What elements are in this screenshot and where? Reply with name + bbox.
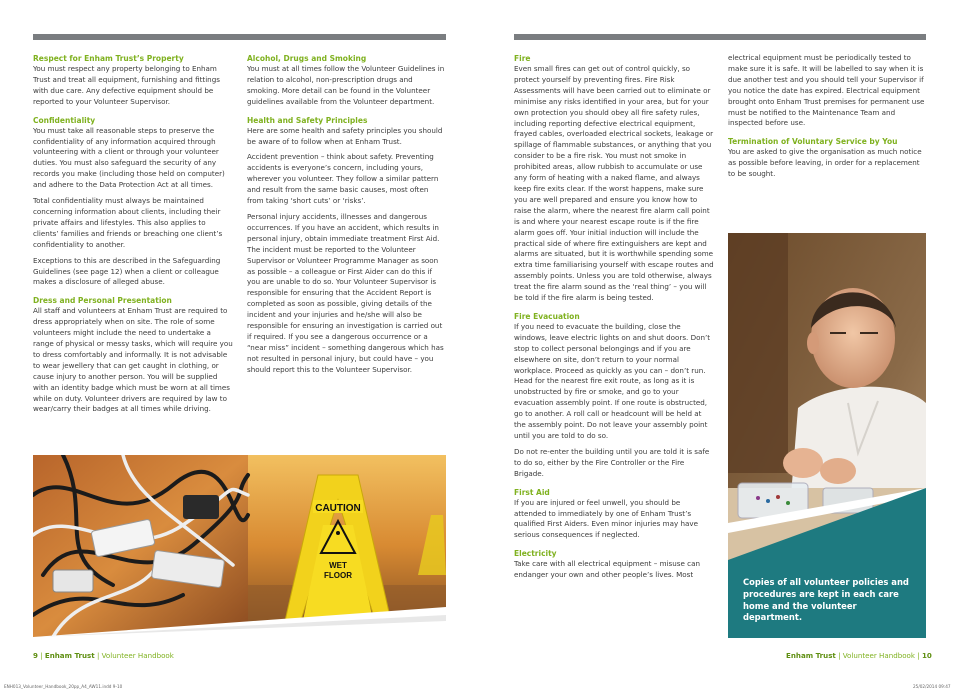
section-heading: Confidentiality [33,115,96,125]
section-termination [728,136,928,180]
section-dress [33,295,233,415]
right-page [480,0,960,693]
section-heading: Fire [514,54,531,63]
paragraph: Here are some health and safety principles you should be aware of to follow when at Enham Trust. [247,125,443,146]
section-heading: Health and Safety Principles [247,115,368,125]
section-heading: Dress and Personal Presentation [33,296,172,306]
paragraph: You must at all times follow the Volunteer Guidelines in relation to alcohol, non-prescription drugs and smoking. More detail can be found in the Volunteer guidelines available from the Volunteer department. [247,64,445,106]
paragraph: Personal injury accidents, illnesses and dangerous occurrences. If you have an accident, which results in personal injury, obtain immediate treatment First Aid. The incident must be reported to the Volunteer Supervisor or Volunteer Programme Manager as soon as possible – a colleague or First Aider can do this if you are unable to do so. Your Volunteer Supervisor is responsible for ensuring that the Accident Report is completed as soon as possible, giving details of the incident and your injuries and he/she will also be responsible for ensuring an investigation is carried out if required. If you see a dangerous occurrence or a “near miss” incident – something dangerous which has not resulted in personal injury, but could have – you should report this to the Volunteer Supervisor. [247,211,444,374]
paragraph: You are asked to give the organisation as much notice as possible before leaving, in order for a replacement to be sought. [728,147,922,179]
paragraph: Exceptions to this are described in the Safeguarding Guidelines (see page 12) when a client or colleague makes a disclosure of alleged abuse. [33,255,221,287]
sign-wet-text: WET [329,561,347,570]
sign-caution-text: CAUTION [315,503,361,514]
paragraph: Accident prevention – think about safety. Preventing accidents is everyone’s concern, including yours, wherever you volunteer. They follow a similar pattern and result from the same basic causes, most often from taking ‘short cuts’ or ‘risks’. [247,152,439,206]
paragraph: If you need to evacuate the building, close the windows, leave electric lights on and shut doors. Don’t stop to collect personal belongings and if you are elsewhere on site, don’t return to your normal workplace. Proceed as quickly as you can – don’t run. Head for the nearest fire exit route, as long as it is unobstructed by fire or smoke, and go to your evacuation assembly point. If one route is obstructed, go to another. A roll call or headcount will be held at the assembly point. Do not leave your assembly point until you are told to do so. [514,321,711,440]
paragraph: Take care with all electrical equipment – misuse can endanger your own and other people’s lives. Most [514,559,700,580]
left-column-2 [247,53,447,383]
paragraph: If you are injured or feel unwell, you should be attended to immediately by one of Enham Trust’s qualified First Aiders. Even minor injuries may have serious consequences if neglected. [514,497,699,540]
paragraph: Total confidentiality must always be maintained concerning information about clients, including their private affairs and lifestyles. This also applies to clients’ families and friends or breaching one client’s confidentiality to another. [33,196,223,249]
section-heading: Respect for Enham Trust’s Property [33,54,184,63]
right-column-1 [514,53,714,588]
page-number: 10 [921,651,932,660]
footer-separator: | [917,651,922,660]
callout-text: Copies of all volunteer policies and procedures are kept in each care home and the volunteer department. [743,577,909,623]
paragraph: Even small fires can get out of control quickly, so protect yourself by preventing fires. Fire Risk Assessments will have been carried out to eliminate or minimise any risks identified in your area, but for your own protection you should obey all fire safety rules, including reporting defective electrical equipment, frayed cables, overloaded electrical sockets, leakage or spillage of flammable substances, or anything that you consider to be a fire risk. You must not smoke in prohibited areas, allow rubbish to accumulate or use any form of heating with a naked flame, and always keep fire exits clear. If the worst happens, make sure you are well prepared and ensure you know how to raise the alarm, where the nearest fire alarm call point is and where your nearest escape route is if the fire alarm goes off. Your initial induction will include the practical side of where fire extinguishers are kept and alarms are situated, but it is worthwhile spending some extra time familiarising yourself with escape routes and assembly points. Unless you are told otherwise, always treat the fire alarm sound as the ‘real thing’ – you will be told if the fire alarm is being tested. [514,64,714,303]
sign-floor-text: FLOOR [324,571,352,580]
left-column-1 [33,53,233,422]
section-property [33,53,233,108]
paragraph: electrical equipment must be periodically tested to make sure it is safe. It will be labelled to say when it is due another test and you should tell your Supervisor if you notice the date has expired. Electrical equipment brought onto Enham Trust premises for permanent use must be notified to the Maintenance Team and inspected before use. [728,53,925,128]
right-footer [786,651,932,660]
paragraph: All staff and volunteers at Enham Trust are required to dress appropriately when on site. The role of some volunteers might include the need to undertake a range of physical or messy tasks, which will require you to dress comfortably and informally. It is not advisable to wear jewellery that can get caught in clothing, or cause injury to another person. You will be supplied with an identity badge which must be worn at all times while on duty. Volunteer drivers are required by law to wear/carry their badges at all times while driving. [33,306,233,414]
page-number: 9 [33,651,38,660]
section-heading: Fire Evacuation [514,311,580,321]
paragraph: You must respect any property belonging to Enham Trust and treat all equipment, furnishing and fittings with due care. Any defective equipment should be reported to your Volunteer Supervisor. [33,64,220,106]
footer-doc: Volunteer Handbook [842,651,916,660]
section-electricity-continued [728,53,928,129]
footer-separator: | [40,651,45,660]
paragraph: Do not re-enter the building until you are told it is safe to do so, either by the Fire Controller or the Fire Brigade. [514,446,710,478]
section-fire [514,53,714,304]
right-top-bar [514,34,926,40]
section-electricity [514,548,714,581]
print-slug-date: 25/02/2014 09:47 [913,684,951,689]
footer-separator: | [96,651,102,660]
section-first-aid [514,487,714,542]
section-heading: First Aid [514,487,550,497]
section-heading: Alcohol, Drugs and Smoking [247,54,367,63]
footer-org: Enham Trust [786,651,836,660]
section-alcohol [247,53,447,108]
print-slug: ENH013_Volunteer_Handbook_20pp_A4_AW11.indd 9-10 [4,684,123,689]
paragraph: You must take all reasonable steps to preserve the confidentiality of any information acquired through volunteering with a client or through your volunteer duties. You must also safeguard the security of any records you make (including those held on computer) and adhere to the Data Protection Act at all times. [33,125,225,190]
cables-and-caution-sign-photo [33,455,446,637]
section-heading: Electricity [514,549,557,559]
footer-separator: | [838,651,843,660]
section-confidentiality [33,115,233,289]
footer-org: Enham Trust [44,651,95,660]
section-heading: Termination of Voluntary Service by You [728,137,898,147]
right-column-2 [728,53,928,187]
section-health-safety [247,115,447,376]
footer-doc: Volunteer Handbook [101,651,174,660]
left-top-bar [33,34,446,40]
left-footer [33,651,174,660]
section-fire-evacuation [514,311,714,480]
photo-illustration [33,455,446,637]
